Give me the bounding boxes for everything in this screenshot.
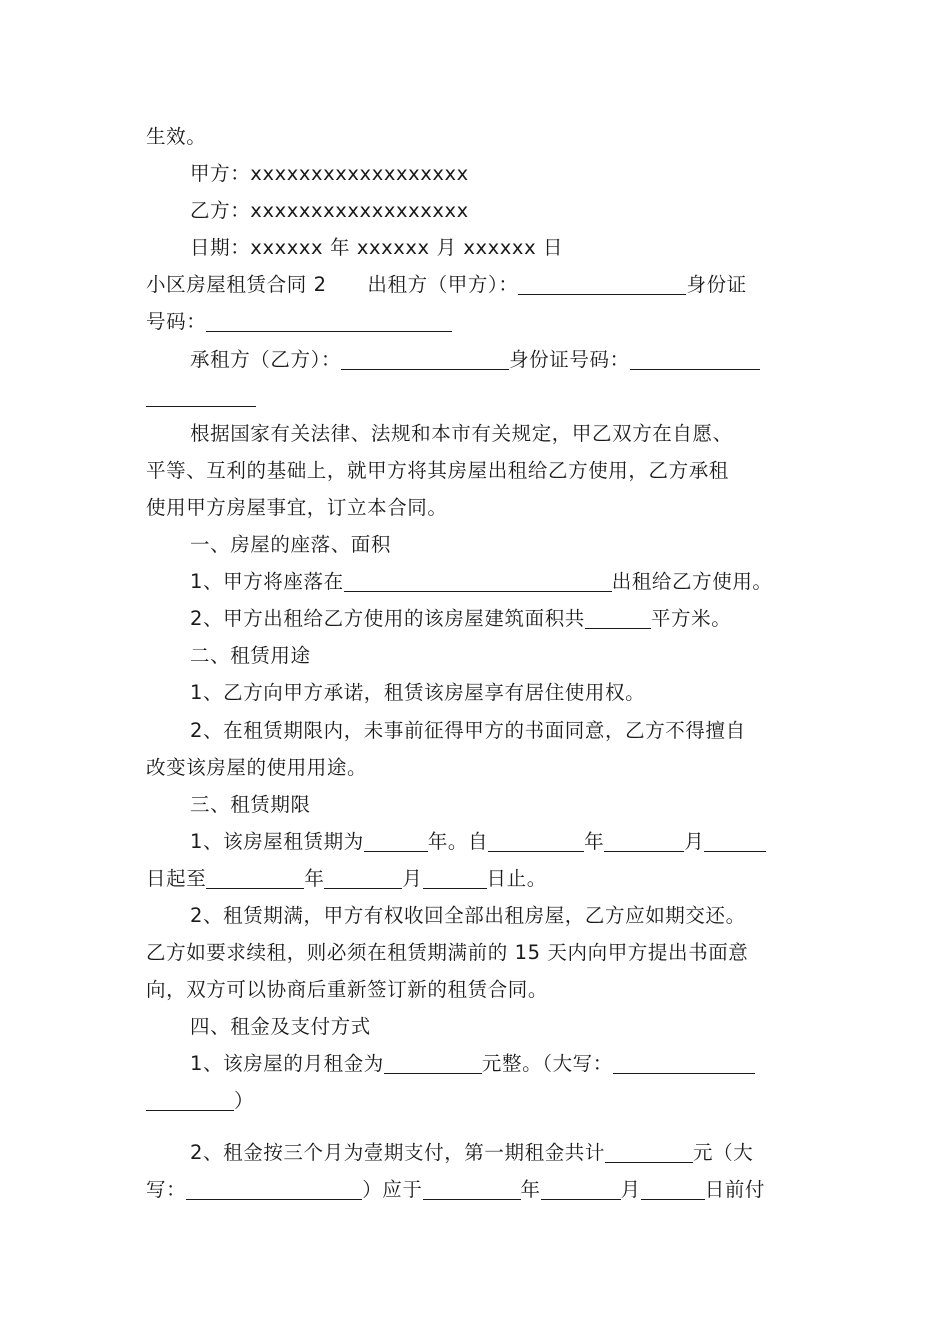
area-blank — [585, 603, 651, 629]
id-number-label: 号码： — [146, 310, 207, 334]
clause-line: 乙方如要求续租，则必须在租赁期满前的 15 天内向甲方提出书面意 — [146, 941, 749, 965]
lessee-id-blank — [630, 344, 760, 370]
lessee-line — [146, 341, 806, 378]
first-rent-words-blank — [186, 1174, 362, 1200]
clause-line — [146, 860, 806, 897]
pay-year-blank — [423, 1174, 521, 1200]
contract-title: 小区房屋租赁合同 2 — [146, 273, 327, 297]
clause-line: 改变该房屋的使用用途。 — [146, 755, 368, 779]
monthly-rent-blank — [384, 1048, 482, 1074]
clause-text: 平方米。 — [650, 607, 732, 631]
pay-day-blank — [641, 1174, 705, 1200]
start-year-blank — [488, 826, 584, 852]
contract-title-line — [146, 266, 806, 303]
rent-words-blank — [613, 1048, 755, 1074]
first-rent-blank — [605, 1137, 693, 1163]
lessee-name-blank — [341, 344, 509, 370]
clause-text: 日前付 — [704, 1177, 766, 1201]
lessor-id-blank — [206, 306, 452, 332]
section-heading: 四、租金及支付方式 — [190, 1015, 371, 1039]
lessor-label: 出租方（甲方）： — [367, 273, 519, 297]
clause-line: 2、租赁期满，甲方有权收回全部出租房屋，乙方应如期交还。 — [190, 903, 746, 927]
start-day-blank — [704, 826, 766, 852]
text-line — [146, 378, 806, 415]
start-month-blank — [604, 826, 684, 852]
clause-line: 向，双方可以协商后重新签订新的租赁合同。 — [146, 978, 549, 1002]
clause-text: ）应于 — [362, 1177, 423, 1201]
clause-text: 日起至 — [146, 866, 207, 890]
clause-text: 年。自 — [427, 829, 489, 853]
paragraph-line: 平等、互利的基础上，就甲方将其房屋出租给乙方使用，乙方承租 — [146, 458, 729, 482]
clause-text: 元整。（大写： — [481, 1052, 613, 1076]
rent-words-blank-cont — [146, 1085, 234, 1111]
section-heading: 一、房屋的座落、面积 — [190, 533, 392, 557]
lessor-name-blank — [518, 269, 686, 295]
lessee-label: 承租方（乙方）： — [190, 347, 342, 371]
text-line — [146, 303, 806, 340]
end-day-blank — [423, 863, 487, 889]
text-line: 生效。 — [146, 125, 207, 148]
clause-text: 年 — [304, 866, 325, 890]
clause-line — [146, 823, 806, 860]
paragraph-line: 使用甲方房屋事宜，订立本合同。 — [146, 495, 448, 519]
clause-text: 月 — [402, 866, 423, 890]
lessee-id-label: 身份证号码： — [509, 347, 630, 371]
lessee-id-blank-cont — [146, 381, 256, 407]
signature-party-b: 乙方：xxxxxxxxxxxxxxxxxx — [190, 199, 469, 223]
clause-text: 1、该房屋的月租金为 — [190, 1052, 384, 1076]
clause-line: 2、在租赁期限内，未事前征得甲方的书面同意，乙方不得擅自 — [190, 718, 746, 742]
clause-line — [146, 600, 806, 637]
clause-line — [146, 563, 806, 600]
signature-date: 日期：xxxxxx 年 xxxxxx 月 xxxxxx 日 — [190, 236, 564, 260]
clause-line — [146, 1171, 806, 1208]
end-month-blank — [324, 863, 402, 889]
clause-text: 日止。 — [486, 866, 547, 890]
clause-text: 1、甲方将座落在 — [190, 570, 344, 594]
clause-line — [146, 1082, 806, 1119]
section-heading: 三、租赁期限 — [190, 792, 311, 816]
clause-line: 1、乙方向甲方承诺，租赁该房屋享有居住使用权。 — [190, 681, 646, 705]
clause-line — [146, 1045, 806, 1082]
clause-line — [146, 1134, 806, 1171]
clause-text: 2、甲方出租给乙方使用的该房屋建筑面积共 — [190, 607, 585, 631]
signature-party-a: 甲方：xxxxxxxxxxxxxxxxxx — [190, 162, 469, 186]
clause-text: 元（大 — [693, 1140, 754, 1164]
clause-text: 出租给乙方使用。 — [611, 570, 773, 594]
clause-text: 月 — [620, 1177, 641, 1201]
location-blank — [344, 566, 612, 592]
spacer — [146, 1120, 806, 1134]
clause-text: 年 — [584, 829, 605, 853]
paragraph-line: 根据国家有关法律、法规和本市有关规定，甲乙双方在自愿、 — [190, 421, 733, 445]
term-years-blank — [364, 826, 428, 852]
end-year-blank — [206, 863, 304, 889]
clause-text: ） — [234, 1089, 255, 1113]
pay-month-blank — [541, 1174, 621, 1200]
clause-text: 年 — [520, 1177, 541, 1201]
clause-text: 2、租金按三个月为壹期支付，第一期租金共计 — [190, 1140, 606, 1164]
id-label: 身份证 — [686, 273, 747, 297]
clause-text: 1、该房屋租赁期为 — [190, 829, 364, 853]
clause-text: 月 — [684, 829, 705, 853]
document-body — [146, 118, 806, 1208]
clause-text: 写： — [146, 1177, 187, 1201]
section-heading: 二、租赁用途 — [190, 644, 311, 668]
